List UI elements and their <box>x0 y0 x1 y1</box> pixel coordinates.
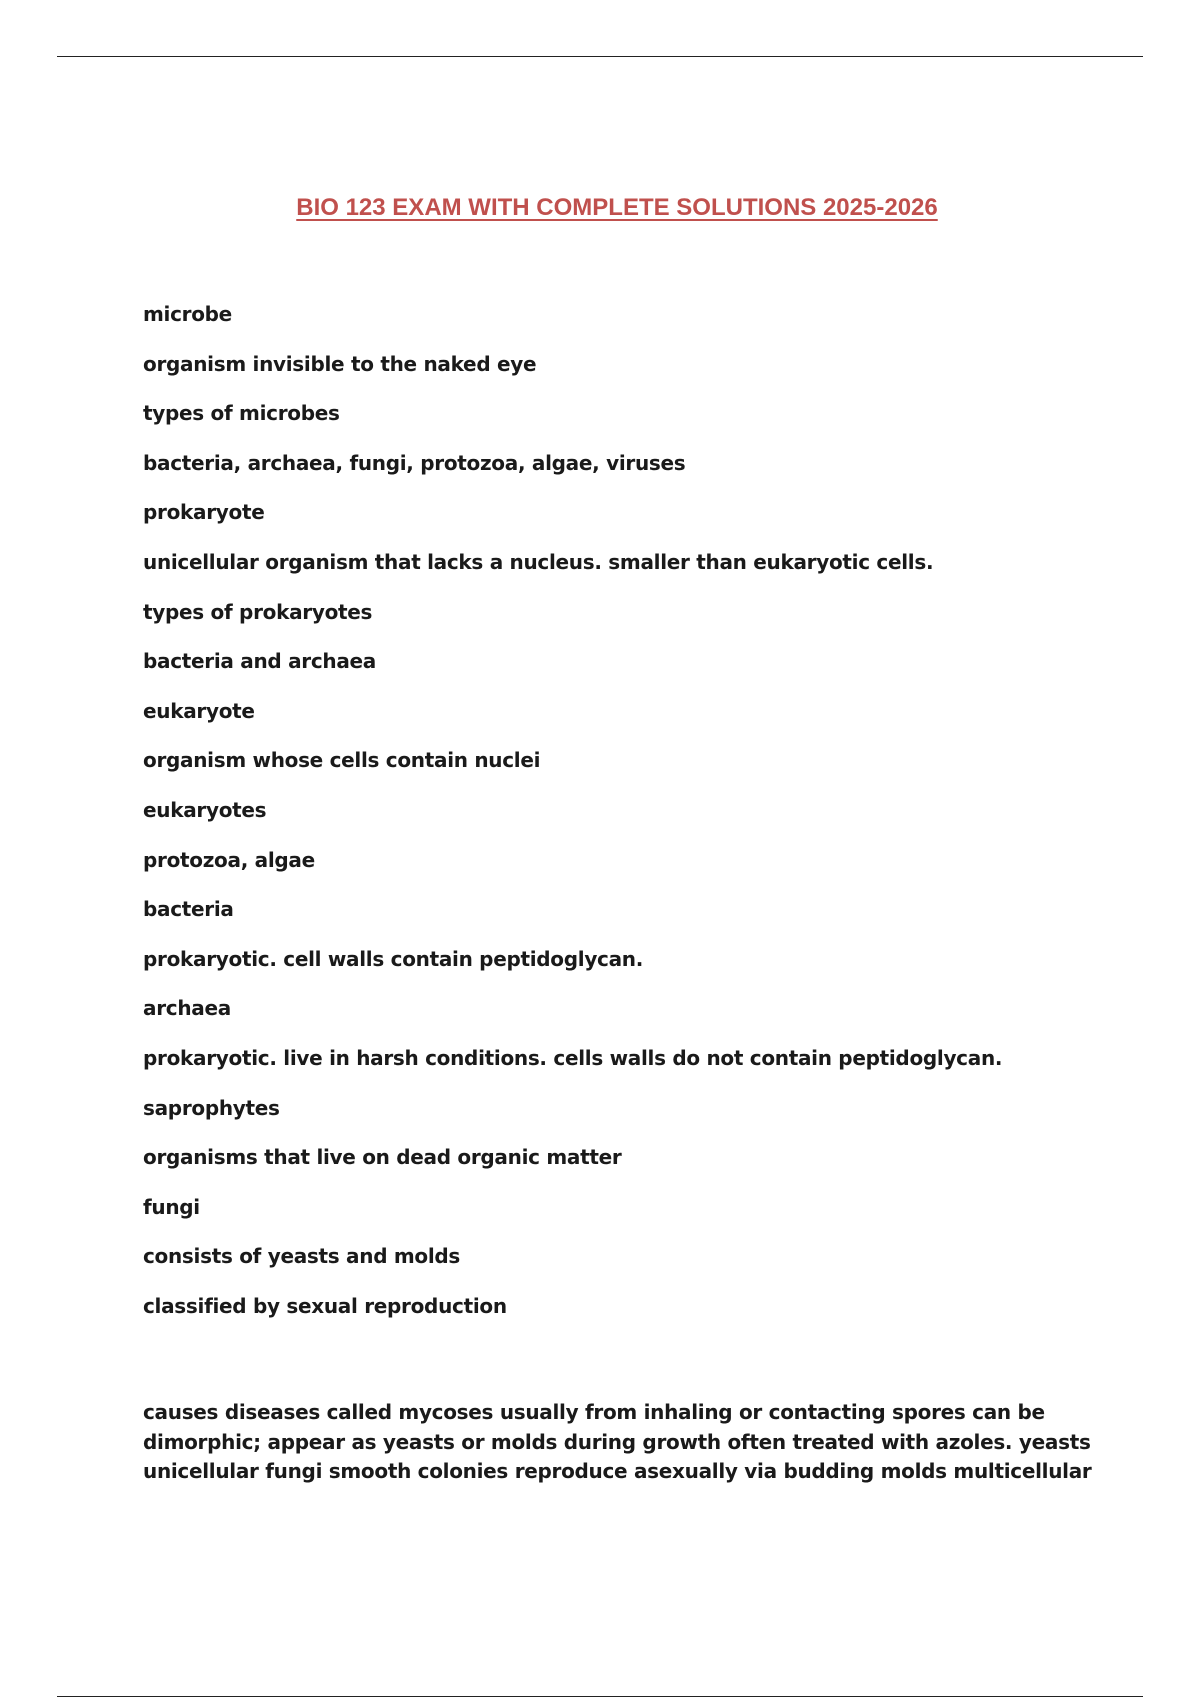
top-rule <box>57 56 1143 57</box>
term-line: bacteria <box>143 897 234 922</box>
definition-line: prokaryotic. cell walls contain peptidoglycan. <box>143 946 644 971</box>
definition-line: bacteria, archaea, fungi, protozoa, algae, viruses <box>143 450 686 475</box>
term-line: types of microbes <box>143 401 340 426</box>
document-title: BIO 123 EXAM WITH COMPLETE SOLUTIONS 2025-2026 <box>296 194 938 221</box>
definition-paragraph: causes diseases called mycoses usually from inhaling or contacting spores can be dimorphic; appear as yeasts or molds during growth often treated with azoles. yeasts unicellular fungi smooth colonies reproduce asexually via budding molds multicellular <box>143 1400 1092 1483</box>
term-line: types of prokaryotes <box>143 599 373 624</box>
term-line: prokaryote <box>143 500 265 525</box>
term-line: archaea <box>143 996 231 1021</box>
definition-line: bacteria and archaea <box>143 649 376 674</box>
term-line: eukaryote <box>143 698 255 723</box>
term-line: fungi <box>143 1194 200 1219</box>
term-line: microbe <box>143 302 232 326</box>
term-line: eukaryotes <box>143 797 267 822</box>
definition-line: protozoa, algae <box>143 847 315 872</box>
term-list <box>143 301 1083 1342</box>
bottom-rule <box>57 1696 1143 1697</box>
definition-line: unicellular organism that lacks a nucleus. smaller than eukaryotic cells. <box>143 549 934 574</box>
definition-line: consists of yeasts and molds <box>143 1244 461 1269</box>
definition-line: classified by sexual reproduction <box>143 1293 507 1318</box>
definition-line: organism whose cells contain nuclei <box>143 748 541 773</box>
term-line: saprophytes <box>143 1095 280 1120</box>
definition-line: organism invisible to the naked eye <box>143 351 537 376</box>
definition-line: organisms that live on dead organic matter <box>143 1145 622 1170</box>
definition-line: prokaryotic. live in harsh conditions. cells walls do not contain peptidoglycan. <box>143 1045 1003 1070</box>
